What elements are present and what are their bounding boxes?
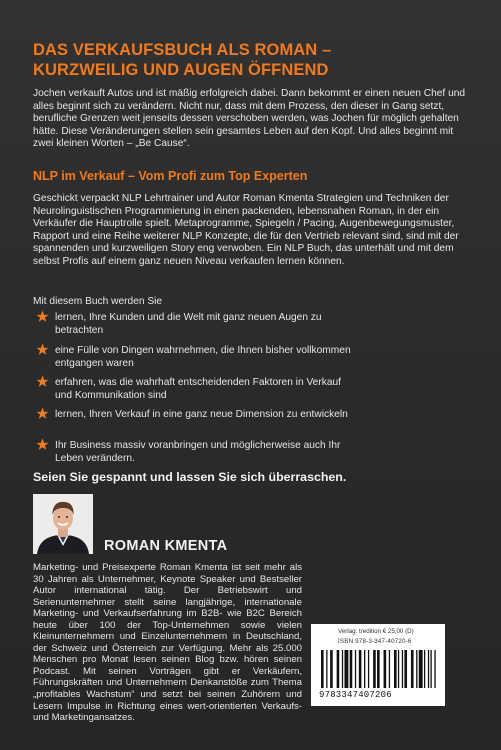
- barcode-bar: [411, 650, 414, 688]
- list-item-text: lernen, Ihren Verkauf in eine ganz neue Dimension zu entwickeln: [55, 409, 348, 420]
- headline-line-2: KURZWEILIG UND AUGEN ÖFFNEND: [33, 61, 329, 79]
- barcode-bar: [373, 650, 376, 688]
- barcode-bar: [342, 650, 343, 688]
- barcode-bar: [326, 650, 327, 688]
- barcode-bar: [355, 650, 356, 688]
- list-item-text: Ihr Business massiv voranbringen und möglicherweise auch Ihr Leben verändern.: [55, 440, 341, 464]
- headline: [33, 40, 473, 80]
- barcode-bar: [428, 650, 429, 688]
- barcode-bar: [350, 650, 353, 688]
- ean-number: 9783347407206: [319, 690, 392, 700]
- barcode-bar: [419, 650, 423, 688]
- barcode-bar: [364, 650, 365, 688]
- author-name: ROMAN KMENTA: [104, 538, 228, 554]
- barcode-bar: [394, 650, 397, 688]
- barcode-bar: [321, 650, 324, 688]
- subheading: NLP im Verkauf – Vom Profi zum Top Experten: [33, 169, 308, 183]
- star-icon: [36, 438, 49, 451]
- list-item-text: lernen, Ihre Kunden und die Welt mit ganz neuen Augen zu betrachten: [55, 312, 322, 336]
- barcode-bar: [330, 650, 333, 688]
- barcode-bar: [404, 650, 407, 688]
- list-item-text: eine Fülle von Dingen wahrnehmen, die Ihnen bisher vollkommen entgangen waren: [55, 345, 351, 369]
- author-bio: Marketing- und Preisexperte Roman Kmenta ist seit mehr als 30 Jahren als Unternehmer, Keynote Speaker und Bestseller Autor international tätig. Der Betriebswirt und Serienunternehmer stellt seine langjährige, internationale Marketing- und Verkaufserfahrung im B2B- wie B2C Bereich heute über 100 der Top-Unternehmen sowie vielen Kleinunternehmern und Einzelunternehmern in Deutschland, der Schweiz und Österreich zur Verfügung. Mehr als 25.000 Menschen pro Monat lesen seinen Blog bzw. hören seinen Podcast. Mit seinen Vorträgen gibt er Verkäufern, Führungskräften und Unternehmern Denkanstöße zum Thema „profitables Wachstum“ und setzt bei seinen Zuhörern und Lesern Impulse in Richtung eines wert-orientierten Verkaufs- und Marketingansatzes.: [33, 562, 302, 724]
- barcode-bar: [389, 650, 390, 688]
- star-icon: [36, 343, 49, 356]
- star-icon: [36, 310, 49, 323]
- barcode-bar: [434, 650, 435, 688]
- body-paragraph: Geschickt verpackt NLP Lehrtrainer und Autor Roman Kmenta Strategien und Techniken der Neurolinguistischen Programmierung in einen packenden, lebensnahen Roman, in der ein Verkäufer die Hauptrolle spielt. Metaprogramme, Spiegeln / Pacing, Augenbewegungsmuster, Rapport und eine Reihe weiterer NLP Konzepte, die für den Vertrieb relevant sind, sind mit der spannenden und kurzweiligen Story eng verwoben. Ein NLP Buch, das unterhält und mit dem selbst Profis auf einem ganz neuen Niveau verkaufen lernen können.: [33, 193, 459, 267]
- list-item-text: erfahren, was die wahrhaft entscheidenden Faktoren in Verkauf und Kommunikation sind: [55, 377, 341, 401]
- barcode-bar: [384, 650, 387, 688]
- headline-line-1: DAS VERKAUFSBUCH ALS ROMAN –: [33, 41, 332, 59]
- barcode-bar: [416, 650, 417, 688]
- star-icon: [36, 407, 49, 420]
- list-intro: Mit diesem Buch werden Sie: [33, 296, 163, 307]
- star-icon: [36, 375, 49, 388]
- author-portrait: [33, 494, 93, 554]
- barcode-bar: [377, 650, 380, 688]
- barcode-bar: [359, 650, 362, 688]
- price-line: Verlag: tredition € 25,00 (D): [338, 628, 414, 635]
- closing-line: Seien Sie gespannt und lassen Sie sich überraschen.: [33, 470, 347, 484]
- barcode-bar: [344, 650, 348, 688]
- barcode-bar: [337, 650, 340, 688]
- barcode-bar: [424, 650, 425, 688]
- barcode-bar: [402, 650, 403, 688]
- author-photo-illustration: [33, 494, 93, 554]
- barcode-bar: [368, 650, 369, 688]
- isbn-line: ISBN 978-3-347-40720-6: [338, 638, 412, 645]
- barcode-bar: [398, 650, 399, 688]
- intro-paragraph: Jochen verkauft Autos und ist mäßig erfolgreich dabei. Dann bekommt er einen neuen Chef und alles beginnt sich zu verändern. Nicht nur, dass mit dem Prozess, den dieser in Gang setzt, berufliche Grenzen weit jenseits dessen verschoben werden, was Jochen für möglich gehalten hätte. Diese Veränderungen stellen sein gesamtes Leben auf den Kopf. Und alles beginnt mit zwei kleinen Worten – „Be Cause“.: [33, 88, 466, 150]
- barcode-bars: [319, 650, 439, 688]
- barcode-bar: [430, 650, 431, 688]
